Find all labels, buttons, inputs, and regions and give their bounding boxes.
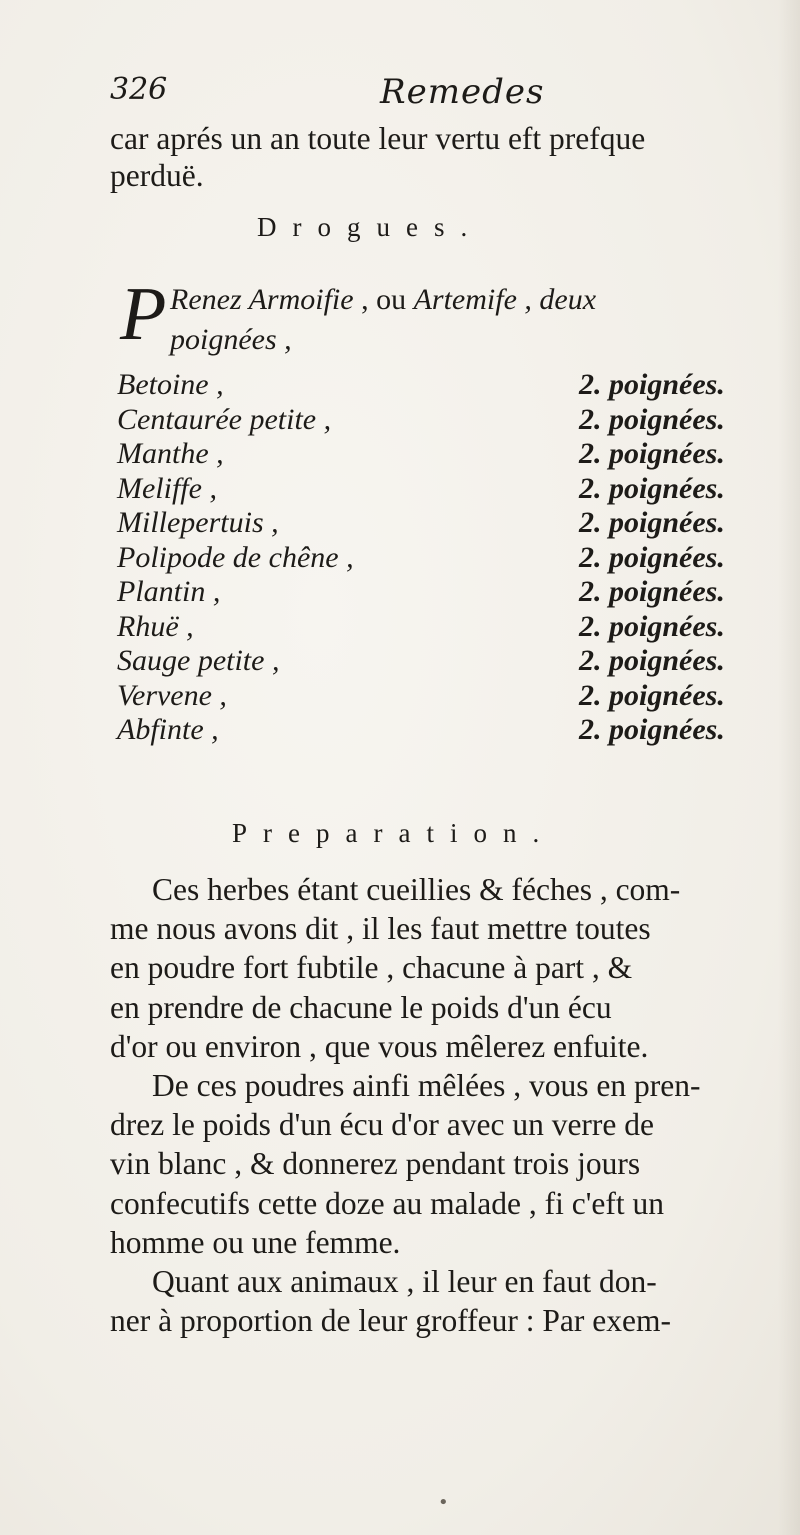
ingredient-quantity: 2. poignées. (579, 575, 725, 608)
ingredient-row (117, 472, 787, 507)
text-line: car aprés un an toute leur vertu eft prefque (110, 121, 646, 156)
ingredient-name: Millepertuis , (117, 506, 279, 539)
ingredient-row (117, 644, 787, 679)
ingredient-row (117, 506, 787, 541)
ingredient-quantity: 2. poignées. (579, 644, 725, 677)
paragraph (110, 870, 794, 1340)
ingredient-row (117, 575, 787, 610)
ingredient-name: Plantin , (117, 575, 221, 608)
ingredient-quantity: 2. poignées. (579, 713, 725, 746)
ingredient-name: Betoine , (117, 368, 224, 401)
ingredient-quantity: 2. poignées. (579, 437, 725, 470)
ingredient-quantity: 2. poignées. (579, 540, 725, 574)
page-number: 326 (110, 72, 168, 107)
ingredient-name: Sauge petite , (117, 644, 280, 677)
recipe-intro-line1 (170, 280, 596, 320)
ingredient-row (117, 437, 787, 472)
text-line: drez le poids d'un écu d'or avec un verre de (110, 1107, 654, 1143)
ingredient-name: Abfinte , (117, 713, 219, 746)
intro-italic-b: Artemife , deux (413, 283, 597, 316)
ink-speck: • (438, 1492, 449, 1513)
ingredient-row (117, 713, 787, 748)
ingredient-row (117, 541, 787, 576)
ingredient-name: Polipode de chêne , (117, 540, 354, 574)
running-head (110, 72, 750, 112)
text-line: en poudre fort fubtile , chacune à part , & (110, 950, 633, 986)
text-line: De ces poudres ainfi mêlées , vous en pren- (152, 1067, 701, 1103)
ingredient-quantity: 2. poignées. (579, 471, 725, 505)
text-line: Quant aux animaux , il leur en faut don- (152, 1263, 657, 1299)
text-line: perduë. (110, 158, 204, 193)
text-line: en prendre de chacune le poids d'un écu (110, 989, 612, 1025)
text-line: Ces herbes étant cueillies & féches , com- (152, 872, 681, 907)
preparation-heading: Preparation. (232, 818, 556, 848)
text-line: me nous avons dit , il les faut mettre toutes (110, 911, 651, 947)
drop-capital: P (120, 272, 167, 356)
ingredient-row (117, 679, 787, 714)
running-title: Remedes (380, 72, 545, 112)
intro-italic-a: Renez Armoifie (170, 283, 354, 316)
text-line: ner à proportion de leur groffeur : Par exem- (110, 1303, 671, 1339)
ingredient-name: Centaurée petite , (117, 402, 332, 436)
drogues-heading: Drogues. (257, 212, 484, 242)
ingredient-quantity: 2. poignées. (579, 609, 725, 643)
text-line: homme ou une femme. (110, 1224, 401, 1260)
text-line: d'or ou environ , que vous mêlerez enfuite. (110, 1028, 649, 1064)
ingredient-quantity: 2. poignées. (579, 402, 725, 436)
recipe-intro-line2: poignées , (170, 323, 292, 356)
ingredient-name: Meliffe , (117, 471, 217, 505)
ingredient-quantity: 2. poignées. (579, 678, 725, 712)
ingredient-name: Manthe , (117, 437, 224, 470)
text-line: confecutifs cette doze au malade , fi c'eft un (110, 1185, 665, 1221)
ingredient-quantity: 2. poignées. (579, 506, 725, 539)
ingredient-name: Rhuë , (117, 609, 194, 643)
ingredient-list (117, 368, 787, 748)
text-line: vin blanc , & donnerez pendant trois jours (110, 1146, 641, 1182)
ingredient-row (117, 368, 787, 403)
ingredient-name: Vervene , (117, 678, 227, 712)
ingredient-row (117, 610, 787, 645)
intro-plain: , ou (353, 283, 414, 316)
opening-text (110, 120, 790, 194)
ingredient-row (117, 403, 787, 438)
ingredient-quantity: 2. poignées. (579, 368, 725, 401)
